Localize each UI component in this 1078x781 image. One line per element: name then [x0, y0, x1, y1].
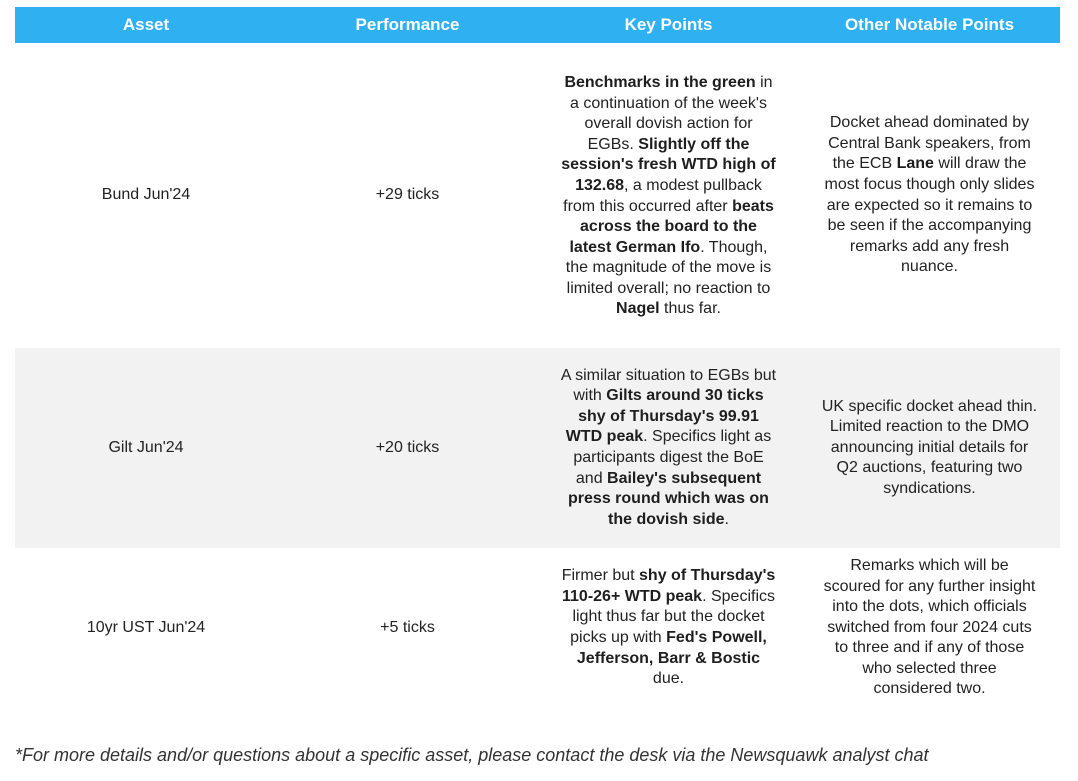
header-asset: Asset [15, 7, 277, 43]
text-segment: . Specifics light thus far but the docket picks up with [570, 587, 775, 646]
performance-cell: +20 ticks [375, 438, 440, 456]
table-row [15, 43, 1060, 348]
key-points-cell [538, 43, 799, 348]
other-points-cell [799, 348, 1060, 548]
header-other-points: Other Notable Points [799, 7, 1060, 43]
key-points-text [561, 566, 777, 690]
asset-cell: 10yr UST Jun'24 [86, 618, 206, 636]
text-segment: Remarks which will be scoured for any further insight into the dots, which officials switched from four 2024 cuts to three and if any of those who selected three considered two. [823, 556, 1036, 698]
asset-cell: Gilt Jun'24 [108, 438, 184, 456]
performance-cell: +5 ticks [380, 618, 435, 636]
other-points-text [822, 556, 1038, 700]
asset-performance-table [15, 7, 1060, 708]
table-row [15, 348, 1060, 548]
asset-table-container [15, 7, 1060, 708]
key-points-text [561, 73, 777, 320]
bold-text: beats across the board to the latest German Ifo [569, 197, 774, 256]
other-points-cell [799, 43, 1060, 348]
table-row [15, 548, 1060, 708]
header-performance: Performance [277, 7, 538, 43]
text-segment: in a continuation of the week's overall dovish action for EGBs. [570, 73, 773, 153]
footnote: *For more details and/or questions about a specific asset, please contact the desk via the Newsquawk analyst chat [15, 745, 929, 765]
bold-text: Gilts around 30 ticks shy of Thursday's 99.91 WTD peak [565, 387, 764, 446]
text-segment: , a modest pullback from this occurred after [563, 176, 762, 215]
text-segment: Firmer but [561, 567, 640, 585]
key-points-cell [538, 348, 799, 548]
other-points-text [822, 397, 1038, 500]
text-segment: . [724, 510, 729, 528]
other-points-text [822, 113, 1038, 278]
bold-text: Bailey's subsequent press round which was on the dovish side [568, 469, 769, 528]
header-key-points: Key Points [538, 7, 799, 43]
asset-cell: Bund Jun'24 [101, 186, 191, 204]
table-header-row [15, 7, 1060, 43]
text-segment: A similar situation to EGBs but with [560, 366, 777, 405]
text-segment: due. [652, 670, 685, 688]
bold-text: Fed's Powell, Jefferson, Barr & Bostic [576, 629, 767, 667]
text-segment: thus far. [659, 300, 721, 318]
text-segment: will draw the most focus though only slides are expected so it remains to be seen if the accompanying remarks add any fresh nuance. [824, 155, 1035, 276]
key-points-cell [538, 548, 799, 708]
bold-text: Nagel [616, 300, 660, 318]
text-segment: UK specific docket ahead thin. Limited reaction to the DMO announcing initial details for Q2 auctions, featuring two syndications. [821, 397, 1038, 497]
bold-text: Slightly off the session's fresh WTD high of 132.68 [561, 135, 776, 194]
other-points-cell [799, 548, 1060, 708]
bold-text: shy of Thursday's 110-26+ WTD peak [562, 567, 776, 605]
bold-text: Lane [896, 155, 934, 173]
text-segment: . Specifics light as participants digest the BoE and [573, 428, 772, 487]
key-points-text [561, 366, 777, 531]
text-segment: Docket ahead dominated by Central Bank speakers, from the ECB [828, 114, 1031, 173]
text-segment: . Though, the magnitude of the move is limited overall; no reaction to [565, 238, 772, 297]
bold-text: Benchmarks in the green [564, 73, 756, 91]
performance-cell: +29 ticks [375, 186, 440, 204]
